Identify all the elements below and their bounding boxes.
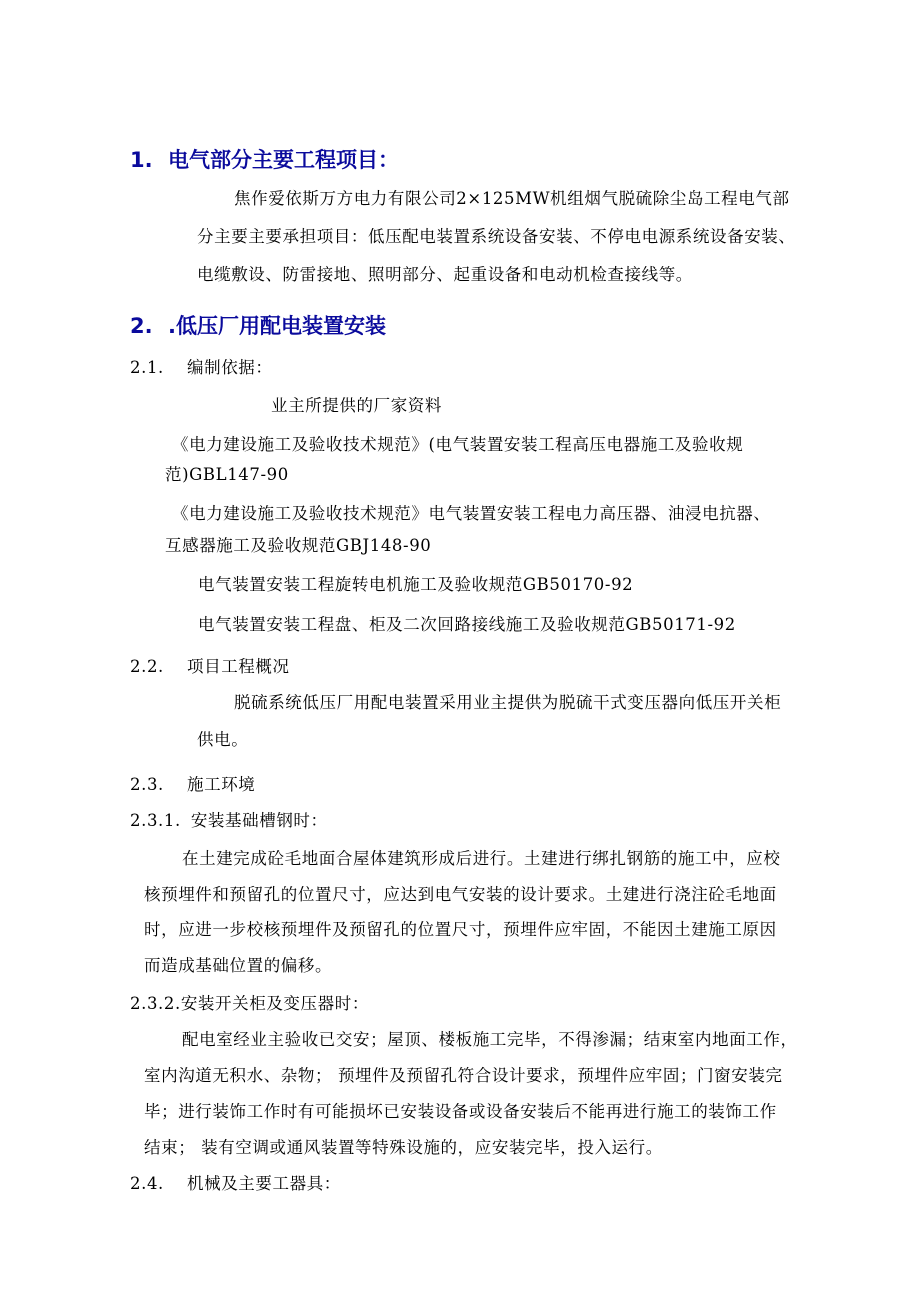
paragraph-line: 结束； 装有空调或通风装置等特殊设施的，应安装完毕，投入运行。 <box>144 1138 663 1157</box>
subsection-number: 2.3. <box>130 775 164 794</box>
subsection-number: 2.3.1. <box>130 811 181 830</box>
reference-item: 《电力建设施工及验收技术规范》电气装置安装工程电力高压器、油浸电抗器、 <box>172 504 771 523</box>
subsection-2-3-2-heading: 2.3.2.安装开关柜及变压器时： <box>130 994 369 1013</box>
paragraph-line: 配电室经业主验收已交安；屋顶、楼板施工完毕，不得渗漏；结束室内地面工作， <box>182 1030 798 1049</box>
paragraph-line: 核预埋件和预留孔的位置尺寸，应达到电气安装的设计要求。土建进行浇注砼毛地面 <box>144 885 777 904</box>
paragraph-line: 焦作爱依斯万方电力有限公司2×125MW机组烟气脱硫除尘岛工程电气部 <box>234 189 790 208</box>
paragraph-line: 电缆敷设、防雷接地、照明部分、起重设备和电动机检查接线等。 <box>197 265 693 284</box>
paragraph-line: 脱硫系统低压厂用配电装置采用业主提供为脱硫干式变压器向低压开关柜 <box>234 693 782 712</box>
section-2-heading <box>130 310 386 340</box>
reference-item: 电气装置安装工程盘、柜及二次回路接线施工及验收规范GB50171-92 <box>198 615 736 634</box>
subsection-number: 2.1. <box>130 358 164 377</box>
reference-item: 《电力建设施工及验收技术规范》(电气装置安装工程高压电器施工及验收规 <box>172 435 744 454</box>
reference-item: 电气装置安装工程旋转电机施工及验收规范GB50170-92 <box>198 575 634 594</box>
subsection-2-2-heading <box>130 653 290 677</box>
paragraph-line: 室内沟道无积水、杂物； 预埋件及预留孔符合设计要求，预埋件应牢固；门窗安装完 <box>144 1066 783 1085</box>
section-number: 1. <box>130 148 153 172</box>
paragraph-line: 毕；进行装饰工作时有可能损坏已安装设备或设备安装后不能再进行施工的装饰工作 <box>144 1102 777 1121</box>
paragraph-line: 而造成基础位置的偏移。 <box>144 956 333 975</box>
subsection-2-3-1-heading <box>130 807 328 831</box>
subsection-2-1-heading <box>130 354 273 378</box>
subsection-number: 2.4. <box>130 1174 164 1193</box>
subsection-title: 编制依据： <box>187 358 273 377</box>
subsection-title: 项目工程概况 <box>187 657 290 676</box>
paragraph-line: 时，应进一步校核预埋件及预留孔的位置尺寸，预埋件应牢固，不能因土建施工原因 <box>144 920 777 939</box>
reference-item: 互感器施工及验收规范GBJ148-90 <box>165 536 432 555</box>
section-title: 电气部分主要工程项目： <box>168 148 399 172</box>
subsection-title: 机械及主要工器具： <box>187 1174 341 1193</box>
paragraph-line: 分主要主要承担项目：低压配电装置系统设备安装、不停电电源系统设备安装、 <box>197 227 796 246</box>
section-title: .低压厂用配电装置安装 <box>168 314 386 338</box>
subsection-number: 2.2. <box>130 657 164 676</box>
subsection-2-3-heading <box>130 771 255 795</box>
subsection-2-4-heading <box>130 1170 341 1194</box>
paragraph-line: 供电。 <box>197 730 249 749</box>
paragraph-line: 在土建完成砼毛地面合屋体建筑形成后进行。土建进行绑扎钢筋的施工中，应校 <box>182 849 781 868</box>
reference-item: 范)GBL147-90 <box>165 465 289 484</box>
reference-item: 业主所提供的厂家资料 <box>271 396 442 415</box>
subsection-title: 施工环境 <box>187 775 256 794</box>
section-1-heading <box>130 144 399 174</box>
subsection-title: 安装基础槽钢时： <box>190 811 328 830</box>
section-number: 2. <box>130 314 153 338</box>
